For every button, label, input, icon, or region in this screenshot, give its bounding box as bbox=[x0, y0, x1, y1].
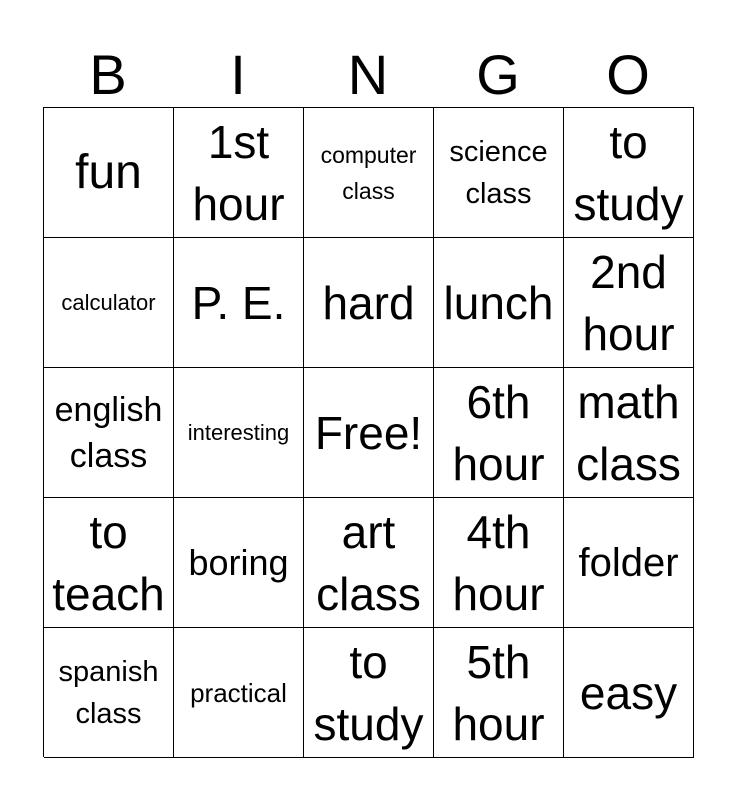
cell-text: 1st hour bbox=[192, 115, 285, 230]
bingo-cell[interactable] bbox=[564, 108, 694, 238]
cell-text: lunch bbox=[443, 276, 554, 329]
bingo-cell[interactable] bbox=[44, 368, 174, 498]
bingo-board bbox=[43, 107, 694, 757]
cell-text: calculator bbox=[61, 289, 156, 315]
bingo-cell[interactable] bbox=[564, 368, 694, 498]
bingo-cell[interactable] bbox=[434, 368, 564, 498]
header-letter-o: O bbox=[606, 43, 650, 106]
bingo-cell[interactable] bbox=[44, 108, 174, 238]
cell-text: computer class bbox=[320, 141, 417, 204]
cell-text: hard bbox=[322, 276, 415, 329]
bingo-cell[interactable] bbox=[174, 498, 304, 628]
cell-text: english class bbox=[54, 390, 163, 475]
bingo-cell[interactable] bbox=[564, 238, 694, 368]
header-letter-b: B bbox=[89, 43, 127, 106]
cell-text: to study bbox=[573, 115, 684, 230]
cell-text: to teach bbox=[52, 505, 165, 620]
cell-text: easy bbox=[579, 666, 678, 719]
bingo-cell[interactable] bbox=[174, 238, 304, 368]
cell-text: interesting bbox=[187, 419, 290, 445]
bingo-cell[interactable] bbox=[434, 498, 564, 628]
cell-text: P. E. bbox=[191, 276, 286, 329]
bingo-cell[interactable] bbox=[304, 238, 434, 368]
bingo-cell[interactable] bbox=[304, 498, 434, 628]
header-letter-n: N bbox=[347, 43, 389, 106]
bingo-cell[interactable] bbox=[44, 498, 174, 628]
cell-text: science class bbox=[449, 135, 548, 210]
cell-text: folder bbox=[578, 540, 679, 585]
cell-text: 6th hour bbox=[452, 375, 545, 490]
cell-text: art class bbox=[316, 505, 421, 620]
bingo-cell[interactable] bbox=[304, 628, 434, 758]
bingo-cell[interactable] bbox=[434, 238, 564, 368]
bingo-cell[interactable] bbox=[44, 628, 174, 758]
cell-text: boring bbox=[188, 541, 289, 583]
cell-text: 5th hour bbox=[452, 635, 545, 750]
header-letter-i: I bbox=[230, 43, 246, 106]
bingo-cell[interactable] bbox=[44, 238, 174, 368]
bingo-cell[interactable] bbox=[304, 108, 434, 238]
bingo-cell[interactable] bbox=[434, 628, 564, 758]
cell-text: practical bbox=[190, 677, 287, 708]
cell-text: fun bbox=[75, 145, 142, 199]
bingo-cell[interactable] bbox=[174, 108, 304, 238]
header-letter-g: G bbox=[476, 43, 520, 106]
free-space-text: Free! bbox=[314, 406, 423, 459]
bingo-cell[interactable] bbox=[174, 628, 304, 758]
bingo-cell[interactable] bbox=[564, 498, 694, 628]
cell-text: to study bbox=[313, 635, 424, 750]
cell-text: spanish class bbox=[58, 655, 159, 730]
cell-text: math class bbox=[576, 375, 681, 490]
bingo-cell[interactable] bbox=[174, 368, 304, 498]
bingo-cell[interactable] bbox=[434, 108, 564, 238]
cell-text: 2nd hour bbox=[582, 245, 675, 360]
cell-text: 4th hour bbox=[452, 505, 545, 620]
bingo-cell[interactable] bbox=[564, 628, 694, 758]
bingo-header bbox=[43, 42, 693, 108]
bingo-cell free-space[interactable] bbox=[304, 368, 434, 498]
